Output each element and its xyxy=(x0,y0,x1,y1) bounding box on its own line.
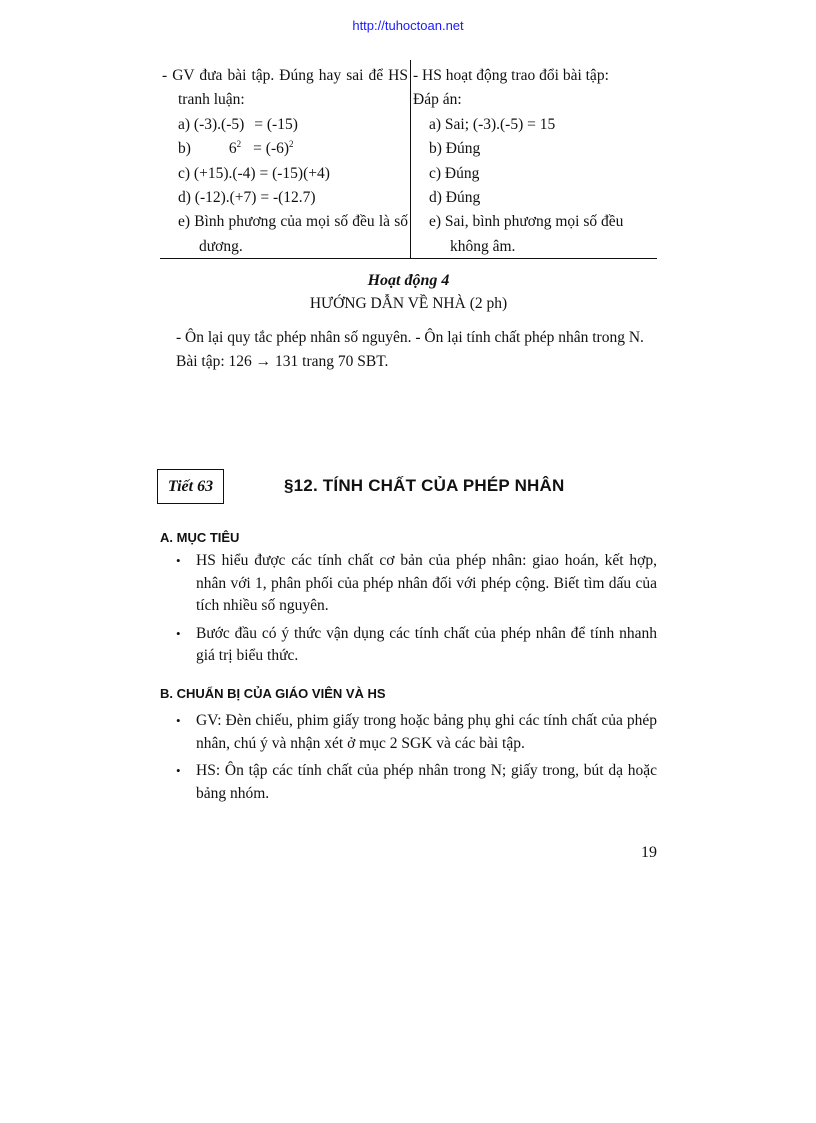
exercise-b-base: 6 xyxy=(228,140,237,158)
exercise-b-label: b) xyxy=(178,140,191,158)
exercise-e-line-1: e) Bình phương của mọi số đều là số xyxy=(178,213,408,231)
answer-e-line-1: e) Sai, bình phương mọi số đều xyxy=(429,213,624,231)
answer-a: a) Sai; (-3).(-5) = 15 xyxy=(429,115,556,133)
exercise-d: d) (-12).(+7) = -(12.7) xyxy=(178,189,316,207)
exercise-a xyxy=(162,113,408,137)
answer-b: b) Đúng xyxy=(429,140,481,158)
source-url[interactable]: http://tuhoctoan.net xyxy=(352,18,464,33)
homework-text xyxy=(176,326,657,374)
answer-label: Đáp án: xyxy=(413,91,462,109)
section-b-list xyxy=(176,710,657,810)
bullet-icon: • xyxy=(176,625,181,641)
list-item-text: GV: Đèn chiếu, phim giấy trong hoặc bảng phụ ghi các tính chất của phép nhân, chú ý và nhận xét ở mục 2 SGK và các bài tập. xyxy=(196,712,657,752)
student-column xyxy=(413,64,657,259)
exercise-table xyxy=(160,60,657,259)
teacher-column xyxy=(162,64,408,259)
answer-d: d) Đúng xyxy=(429,189,481,207)
exercise-c: c) (+15).(-4) = (-15)(+4) xyxy=(178,164,330,182)
teacher-intro-line-1: - GV đưa bài tập. Đúng hay sai để HS xyxy=(162,67,408,84)
answer-c: c) Đúng xyxy=(429,164,480,182)
exercise-b-rhs-exponent: 2 xyxy=(289,139,294,150)
exercise-a-lhs: a) (-3).(-5) xyxy=(178,115,245,133)
bullet-icon: • xyxy=(176,553,181,568)
section-a-heading: A. MỤC TIÊU xyxy=(160,530,240,545)
bullet-icon: • xyxy=(176,713,181,728)
list-item xyxy=(176,710,657,755)
list-item-text: HS: Ôn tập các tính chất của phép nhân trong N; giấy trong, bút dạ hoặc bảng nhóm. xyxy=(196,762,657,802)
homework-line-1: - Ôn lại quy tắc phép nhân số nguyên. - Ôn lại tính chất phép nhân trong N. xyxy=(176,329,644,346)
exercise-b-exponent: 2 xyxy=(236,139,242,150)
exercise-b xyxy=(162,137,408,161)
section-a-list xyxy=(176,550,657,673)
lesson-title: §12. TÍNH CHẤT CỦA PHÉP NHÂN xyxy=(284,476,565,495)
exercise-a-rhs: = (-15) xyxy=(254,115,298,133)
page-number: 19 xyxy=(641,844,657,861)
list-item xyxy=(176,623,657,668)
list-item-text: HS hiểu được các tính chất cơ bản của phép nhân: giao hoán, kết hợp, nhân với 1, phân phối của phép nhân đối với phép cộng. Biết tìm dấu của tích nhiều số nguyên. xyxy=(196,552,657,614)
homework-line-2: Bài tập: 126 → 131 trang 70 SBT. xyxy=(176,353,389,370)
bullet-icon: • xyxy=(176,763,181,778)
list-item xyxy=(176,550,657,618)
column-divider xyxy=(410,60,411,258)
teacher-intro-line-2: tranh luận: xyxy=(178,91,245,109)
section-b-heading: B. CHUẨN BỊ CỦA GIÁO VIÊN VÀ HS xyxy=(160,686,386,701)
answer-e-line-2: không âm. xyxy=(450,237,516,255)
lesson-period-box: Tiết 63 xyxy=(157,469,224,504)
exercise-b-rhs: = (-6) xyxy=(253,140,290,158)
student-intro: - HS hoạt động trao đổi bài tập: xyxy=(413,67,609,84)
list-item xyxy=(176,760,657,805)
exercise-e-line-2: dương. xyxy=(199,237,243,255)
activity-title: Hoạt động 4 xyxy=(367,272,450,289)
list-item-text: Bước đầu có ý thức vận dụng các tính chất của phép nhân để tính nhanh giá trị biểu thức. xyxy=(196,624,657,664)
activity-subtitle: HƯỚNG DẪN VỀ NHÀ (2 ph) xyxy=(309,295,508,312)
